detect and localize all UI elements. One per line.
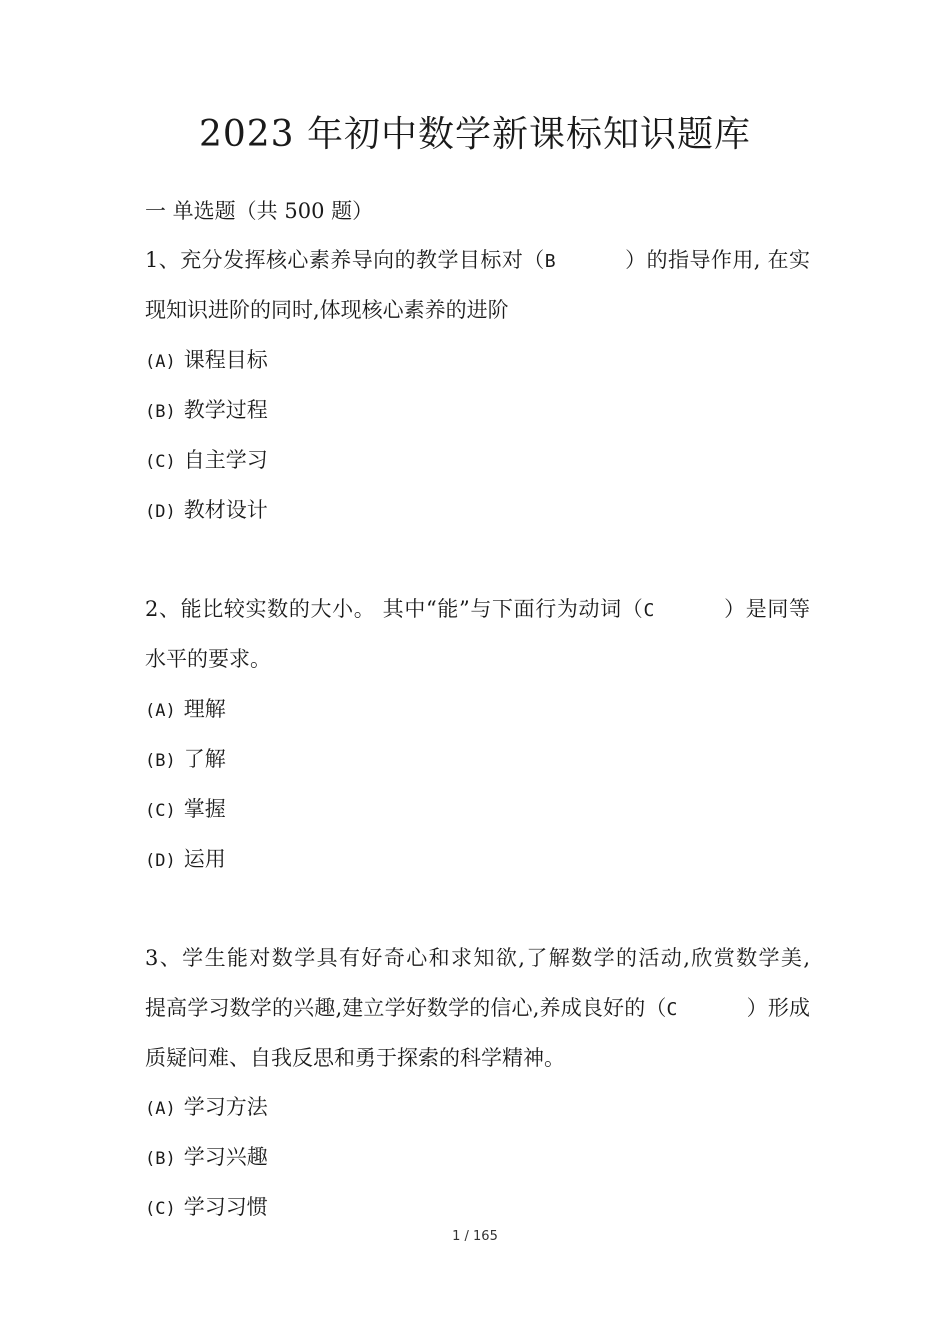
question-1-stem-end: ）的指导作用, 在实 — [624, 248, 811, 272]
option-text: 自主学习 — [183, 448, 268, 472]
option-text: 掌握 — [183, 797, 226, 821]
option-letter: (D) — [145, 851, 176, 871]
option-text: 课程目标 — [183, 348, 268, 372]
question-2-option-d — [145, 844, 226, 876]
question-3-line-1: 3、学生能对数学具有好奇心和求知欲,了解数学的活动,欣赏数学美, — [145, 946, 810, 970]
option-letter: (B) — [145, 751, 176, 771]
question-1-option-d — [145, 495, 268, 527]
question-2-stem-end: ）是同等 — [723, 597, 811, 621]
option-text: 学习习惯 — [183, 1195, 268, 1219]
question-3-option-a — [145, 1092, 268, 1124]
question-1-answer: B — [544, 251, 556, 272]
question-2-line-2: 水平的要求。 — [145, 647, 271, 671]
question-2-line-1 — [145, 594, 810, 626]
option-letter: (A) — [145, 1099, 176, 1119]
option-text: 教学过程 — [183, 398, 268, 422]
question-3-stem-start: 提高学习数学的兴趣,建立学好数学的信心,养成良好的（ — [145, 996, 667, 1020]
page-number: 1 / 165 — [452, 1229, 498, 1244]
question-1-option-b — [145, 395, 268, 427]
option-letter: (D) — [145, 502, 176, 522]
question-3-stem-end: ）形成 — [746, 996, 810, 1020]
question-3-line-2 — [145, 993, 810, 1025]
option-text: 理解 — [183, 697, 226, 721]
question-1-option-c — [145, 445, 268, 477]
question-1-line-1 — [145, 245, 810, 277]
option-letter: (A) — [145, 701, 176, 721]
question-3-answer: C — [666, 999, 678, 1020]
question-1-stem-start: 1、充分发挥核心素养导向的教学目标对（ — [145, 248, 545, 272]
option-text: 学习方法 — [183, 1095, 268, 1119]
question-3-option-c — [145, 1192, 268, 1224]
question-2-option-c — [145, 794, 226, 826]
question-3-option-b — [145, 1142, 268, 1174]
option-letter: (B) — [145, 402, 176, 422]
option-letter: (A) — [145, 352, 176, 372]
question-1-line-2: 现知识进阶的同时,体现核心素养的进阶 — [145, 298, 509, 322]
question-3-line-3: 质疑问难、自我反思和勇于探索的科学精神。 — [145, 1046, 565, 1070]
document-title: 2023 年初中数学新课标知识题库 — [198, 114, 752, 155]
option-text: 学习兴趣 — [183, 1145, 268, 1169]
option-text: 了解 — [183, 747, 226, 771]
question-2-option-b — [145, 744, 226, 776]
option-letter: (B) — [145, 1149, 176, 1169]
option-letter: (C) — [145, 801, 176, 821]
question-2-option-a — [145, 694, 226, 726]
question-2-answer: C — [643, 600, 655, 621]
option-letter: (C) — [145, 452, 176, 472]
question-2-stem-start: 2、能比较实数的大小。 其中“能”与下面行为动词（ — [145, 597, 644, 621]
option-text: 教材设计 — [183, 498, 268, 522]
section-heading: 一 单选题（共 500 题） — [145, 199, 374, 223]
option-letter: (C) — [145, 1199, 176, 1219]
question-1-option-a — [145, 345, 268, 377]
option-text: 运用 — [183, 847, 226, 871]
